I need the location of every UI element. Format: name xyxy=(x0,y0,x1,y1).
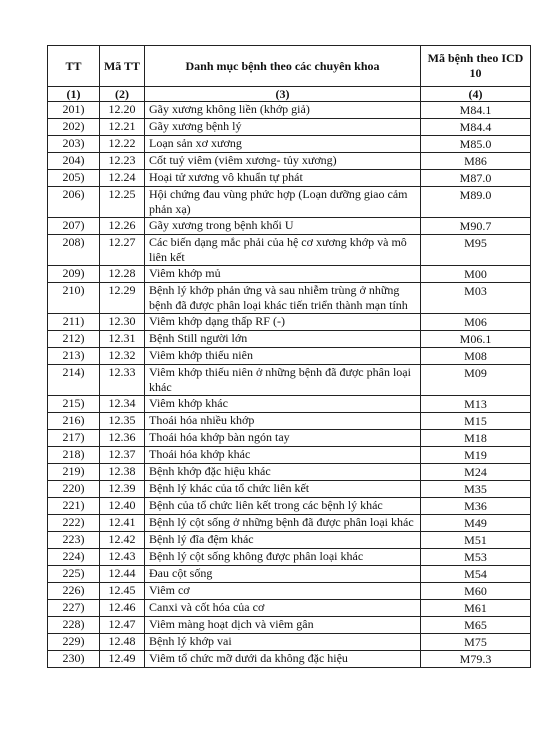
row-ma-tt-cell: 12.31 xyxy=(100,331,145,348)
row-icd-code-cell: M24 xyxy=(421,464,531,481)
row-disease-name-cell: Cốt tuỷ viêm (viêm xương- tủy xương) xyxy=(145,153,421,170)
header-ma-tt: Mã TT xyxy=(100,46,145,87)
row-disease-name-cell: Viêm khớp khác xyxy=(145,396,421,413)
row-tt-cell: 205) xyxy=(48,170,100,187)
col-number-1: (1) xyxy=(48,87,100,102)
row-icd-code-cell: M90.7 xyxy=(421,218,531,235)
row-icd-code-cell: M84.4 xyxy=(421,119,531,136)
row-icd-code-cell: M75 xyxy=(421,634,531,651)
row-icd-code-cell: M86 xyxy=(421,153,531,170)
row-icd-code-cell: M49 xyxy=(421,515,531,532)
row-ma-tt-cell: 12.22 xyxy=(100,136,145,153)
row-tt-cell: 228) xyxy=(48,617,100,634)
row-disease-name-cell: Bệnh khớp đặc hiệu khác xyxy=(145,464,421,481)
row-ma-tt-cell: 12.33 xyxy=(100,365,145,396)
row-ma-tt-cell: 12.47 xyxy=(100,617,145,634)
row-ma-tt-cell: 12.21 xyxy=(100,119,145,136)
row-ma-tt-cell: 12.44 xyxy=(100,566,145,583)
table-row xyxy=(48,348,531,365)
row-icd-code-cell: M95 xyxy=(421,235,531,266)
row-ma-tt-cell: 12.48 xyxy=(100,634,145,651)
disease-table xyxy=(47,45,531,668)
row-tt-cell: 229) xyxy=(48,634,100,651)
header-icd: Mã bệnh theo ICD 10 xyxy=(421,46,531,87)
row-icd-code-cell: M79.3 xyxy=(421,651,531,668)
row-tt-cell: 209) xyxy=(48,266,100,283)
table-row xyxy=(48,102,531,119)
header-danh-muc: Danh mục bệnh theo các chuyên khoa xyxy=(145,46,421,87)
table-row xyxy=(48,651,531,668)
table-row xyxy=(48,283,531,314)
row-icd-code-cell: M54 xyxy=(421,566,531,583)
row-tt-cell: 210) xyxy=(48,283,100,314)
row-ma-tt-cell: 12.40 xyxy=(100,498,145,515)
table-row xyxy=(48,600,531,617)
row-icd-code-cell: M89.0 xyxy=(421,187,531,218)
row-disease-name-cell: Viêm màng hoạt dịch và viêm gân xyxy=(145,617,421,634)
row-ma-tt-cell: 12.29 xyxy=(100,283,145,314)
header-row xyxy=(48,46,531,87)
row-icd-code-cell: M36 xyxy=(421,498,531,515)
table-row xyxy=(48,170,531,187)
row-icd-code-cell: M51 xyxy=(421,532,531,549)
table-row xyxy=(48,396,531,413)
row-tt-cell: 226) xyxy=(48,583,100,600)
row-tt-cell: 211) xyxy=(48,314,100,331)
row-disease-name-cell: Viêm khớp dạng thấp RF (-) xyxy=(145,314,421,331)
row-disease-name-cell: Bệnh lý cột sống ở những bệnh đã được phân loại khác xyxy=(145,515,421,532)
row-icd-code-cell: M53 xyxy=(421,549,531,566)
table-row xyxy=(48,314,531,331)
table-body xyxy=(48,102,531,668)
table-row xyxy=(48,583,531,600)
row-disease-name-cell: Viêm tổ chức mỡ dưới da không đặc hiệu xyxy=(145,651,421,668)
row-icd-code-cell: M06.1 xyxy=(421,331,531,348)
row-icd-code-cell: M03 xyxy=(421,283,531,314)
row-ma-tt-cell: 12.27 xyxy=(100,235,145,266)
row-tt-cell: 206) xyxy=(48,187,100,218)
col-number-4: (4) xyxy=(421,87,531,102)
row-tt-cell: 215) xyxy=(48,396,100,413)
row-ma-tt-cell: 12.43 xyxy=(100,549,145,566)
row-disease-name-cell: Bệnh lý đĩa đệm khác xyxy=(145,532,421,549)
row-icd-code-cell: M87.0 xyxy=(421,170,531,187)
table-row xyxy=(48,331,531,348)
row-ma-tt-cell: 12.46 xyxy=(100,600,145,617)
row-icd-code-cell: M85.0 xyxy=(421,136,531,153)
table-row xyxy=(48,266,531,283)
row-tt-cell: 213) xyxy=(48,348,100,365)
row-disease-name-cell: Viêm khớp thiếu niên xyxy=(145,348,421,365)
row-tt-cell: 221) xyxy=(48,498,100,515)
row-icd-code-cell: M35 xyxy=(421,481,531,498)
row-ma-tt-cell: 12.45 xyxy=(100,583,145,600)
row-disease-name-cell: Bệnh lý khác của tổ chức liên kết xyxy=(145,481,421,498)
row-tt-cell: 230) xyxy=(48,651,100,668)
row-disease-name-cell: Bệnh lý khớp phản ứng và sau nhiễm trùng ở những bệnh đã được phân loại khác tiến triển thành mạn tính xyxy=(145,283,421,314)
row-disease-name-cell: Thoái hóa khớp bàn ngón tay xyxy=(145,430,421,447)
row-icd-code-cell: M19 xyxy=(421,447,531,464)
table-row xyxy=(48,136,531,153)
row-disease-name-cell: Bệnh lý cột sống không được phân loại khác xyxy=(145,549,421,566)
row-ma-tt-cell: 12.30 xyxy=(100,314,145,331)
row-disease-name-cell: Gãy xương bệnh lý xyxy=(145,119,421,136)
row-disease-name-cell: Thoái hóa khớp khác xyxy=(145,447,421,464)
row-ma-tt-cell: 12.34 xyxy=(100,396,145,413)
row-ma-tt-cell: 12.23 xyxy=(100,153,145,170)
table-row xyxy=(48,187,531,218)
row-tt-cell: 225) xyxy=(48,566,100,583)
table-row xyxy=(48,549,531,566)
row-tt-cell: 222) xyxy=(48,515,100,532)
row-ma-tt-cell: 12.37 xyxy=(100,447,145,464)
table-row xyxy=(48,515,531,532)
row-icd-code-cell: M13 xyxy=(421,396,531,413)
document-page xyxy=(47,45,530,668)
row-disease-name-cell: Gãy xương không liền (khớp giả) xyxy=(145,102,421,119)
table-row xyxy=(48,481,531,498)
row-ma-tt-cell: 12.26 xyxy=(100,218,145,235)
row-ma-tt-cell: 12.36 xyxy=(100,430,145,447)
header-tt: TT xyxy=(48,46,100,87)
row-disease-name-cell: Viêm khớp mủ xyxy=(145,266,421,283)
row-disease-name-cell: Hoại tử xương vô khuẩn tự phát xyxy=(145,170,421,187)
table-row xyxy=(48,617,531,634)
table-row xyxy=(48,413,531,430)
row-ma-tt-cell: 12.28 xyxy=(100,266,145,283)
row-icd-code-cell: M15 xyxy=(421,413,531,430)
table-row xyxy=(48,498,531,515)
row-disease-name-cell: Hội chứng đau vùng phức hợp (Loạn dưỡng giao cảm phản xạ) xyxy=(145,187,421,218)
row-ma-tt-cell: 12.39 xyxy=(100,481,145,498)
table-row xyxy=(48,464,531,481)
table-header xyxy=(48,46,531,102)
row-ma-tt-cell: 12.20 xyxy=(100,102,145,119)
row-tt-cell: 227) xyxy=(48,600,100,617)
table-row xyxy=(48,447,531,464)
row-ma-tt-cell: 12.42 xyxy=(100,532,145,549)
row-ma-tt-cell: 12.32 xyxy=(100,348,145,365)
table-row xyxy=(48,365,531,396)
row-tt-cell: 223) xyxy=(48,532,100,549)
row-ma-tt-cell: 12.35 xyxy=(100,413,145,430)
row-disease-name-cell: Loạn sản xơ xương xyxy=(145,136,421,153)
row-tt-cell: 220) xyxy=(48,481,100,498)
row-icd-code-cell: M09 xyxy=(421,365,531,396)
row-ma-tt-cell: 12.49 xyxy=(100,651,145,668)
row-disease-name-cell: Viêm cơ xyxy=(145,583,421,600)
row-tt-cell: 218) xyxy=(48,447,100,464)
table-row xyxy=(48,532,531,549)
col-number-3: (3) xyxy=(145,87,421,102)
table-row xyxy=(48,119,531,136)
row-tt-cell: 202) xyxy=(48,119,100,136)
column-number-row xyxy=(48,87,531,102)
row-ma-tt-cell: 12.38 xyxy=(100,464,145,481)
row-disease-name-cell: Viêm khớp thiếu niên ở những bệnh đã được phân loại khác xyxy=(145,365,421,396)
row-disease-name-cell: Các biến dạng mắc phải của hệ cơ xương khớp và mô liên kết xyxy=(145,235,421,266)
row-disease-name-cell: Canxi và cốt hóa của cơ xyxy=(145,600,421,617)
row-tt-cell: 207) xyxy=(48,218,100,235)
row-disease-name-cell: Gãy xương trong bệnh khối U xyxy=(145,218,421,235)
row-icd-code-cell: M65 xyxy=(421,617,531,634)
row-tt-cell: 216) xyxy=(48,413,100,430)
row-ma-tt-cell: 12.41 xyxy=(100,515,145,532)
row-tt-cell: 208) xyxy=(48,235,100,266)
col-number-2: (2) xyxy=(100,87,145,102)
row-tt-cell: 217) xyxy=(48,430,100,447)
row-icd-code-cell: M08 xyxy=(421,348,531,365)
row-tt-cell: 214) xyxy=(48,365,100,396)
row-tt-cell: 201) xyxy=(48,102,100,119)
table-row xyxy=(48,430,531,447)
row-tt-cell: 219) xyxy=(48,464,100,481)
row-disease-name-cell: Bệnh Still người lớn xyxy=(145,331,421,348)
table-row xyxy=(48,566,531,583)
row-tt-cell: 203) xyxy=(48,136,100,153)
row-ma-tt-cell: 12.24 xyxy=(100,170,145,187)
row-icd-code-cell: M00 xyxy=(421,266,531,283)
row-icd-code-cell: M18 xyxy=(421,430,531,447)
row-disease-name-cell: Bệnh lý khớp vai xyxy=(145,634,421,651)
row-disease-name-cell: Đau cột sống xyxy=(145,566,421,583)
row-disease-name-cell: Bệnh của tổ chức liên kết trong các bệnh lý khác xyxy=(145,498,421,515)
table-row xyxy=(48,218,531,235)
table-row xyxy=(48,153,531,170)
row-tt-cell: 212) xyxy=(48,331,100,348)
table-row xyxy=(48,634,531,651)
row-tt-cell: 224) xyxy=(48,549,100,566)
row-icd-code-cell: M06 xyxy=(421,314,531,331)
row-ma-tt-cell: 12.25 xyxy=(100,187,145,218)
table-row xyxy=(48,235,531,266)
row-tt-cell: 204) xyxy=(48,153,100,170)
row-icd-code-cell: M84.1 xyxy=(421,102,531,119)
row-disease-name-cell: Thoái hóa nhiều khớp xyxy=(145,413,421,430)
row-icd-code-cell: M60 xyxy=(421,583,531,600)
row-icd-code-cell: M61 xyxy=(421,600,531,617)
